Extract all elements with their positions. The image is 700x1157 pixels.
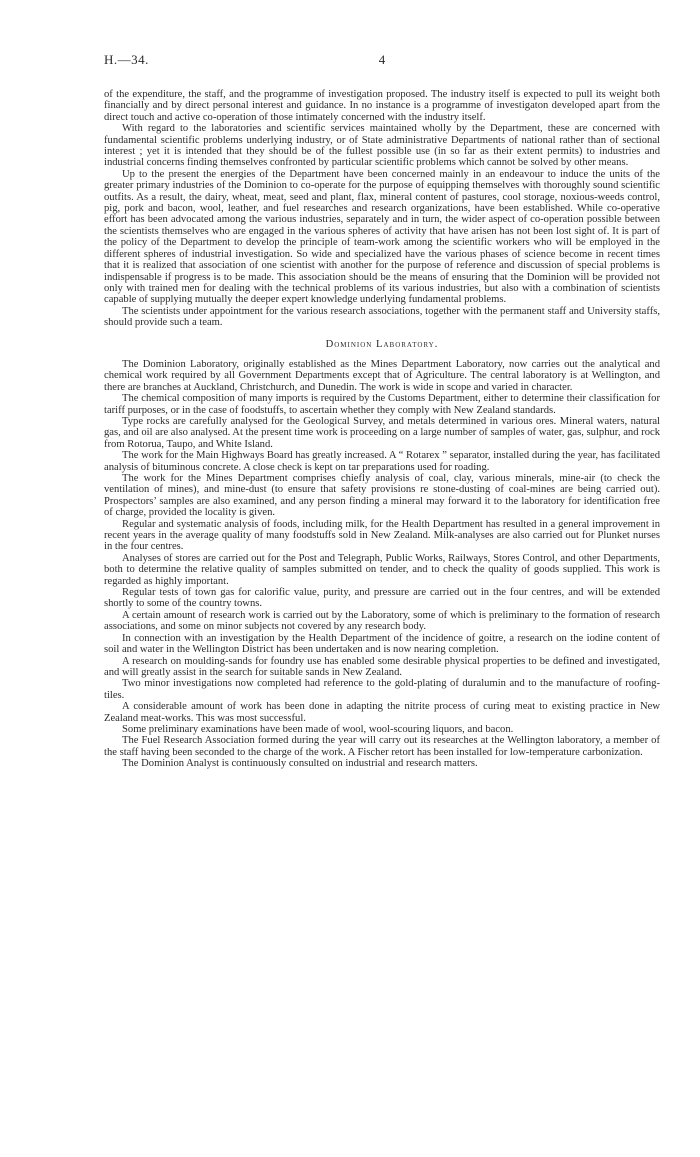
paragraph: A considerable amount of work has been done in adapting the nitrite process of curing meat to existing practice in New Zealand meat-works. This was most successful. [104,701,660,724]
paragraph: The Fuel Research Association formed during the year will carry out its researches at the Wellington laboratory, a member of the staff having been seconded to the charge of the work. A Fischer retort has been installed for low-temperature carbonization. [104,735,660,758]
paragraph: Up to the present the energies of the Department have been concerned mainly in an endeavour to induce the units of the greater primary industries of the Dominion to co-operate for the purpose of equipping themselves with thoroughly sound scientific outfits. As a result, the dairy, wheat, meat, seed and plant, flax, mineral content of pastures, cool storage, noxious-weeds control, pig, pork and bacon, wool, leather, and fuel researches and research organizations, have been established. While co-operative effort has been advocated among the various industries, separately and in turn, the wider aspect of co-operation possible between the scientists themselves who are engaged in the various spheres of activity that have arisen has not been lost sight of. It is part of the policy of the Department to develop the principle of team-work among the scientific workers who will be employed in the different spheres of industrial investigation. So wide and specialized have the various phases of science become in recent times that it is realized that association of one scientist with another for the purpose of reference and discussion of special problems is indispensable if progress is to be made. This association should be the means of ensuring that the Dominion will be provided not only with trained men for dealing with the technical problems of its various industries, but also with a combination of scientists capable of supplying mutually the deeper expert knowledge underlying fundamental problems. [104,168,660,306]
document-reference: H.—34. [104,52,149,67]
paragraph: The Dominion Laboratory, originally established as the Mines Department Laboratory, now carries out the analytical and chemical work required by all Government Departments except that of Agriculture. The central laboratory is at Wellington, and there are branches at Auckland, Christchurch, and Dunedin. The work is wide in scope and varied in character. [104,358,660,393]
page-header [104,54,660,70]
paragraph: The work for the Main Highways Board has greatly increased. A “ Rotarex ” separator, installed during the year, has facilitated analysis of bituminous concrete. A close check is kept on tar preparations used for roading. [104,450,660,473]
paragraph: Two minor investigations now completed had reference to the gold-plating of duralumin and to the manufacture of roofing-tiles. [104,678,660,701]
paragraph: Analyses of stores are carried out for the Post and Telegraph, Public Works, Railways, Stores Control, and other Departments, both to determine the relative quality of samples submitted on tender, and to check the quality of goods supplied. This work is regarded as highly important. [104,552,660,587]
paragraph: The scientists under appointment for the various research associations, together with the permanent staff and University staffs, should provide such a team. [104,305,660,329]
paragraph: The work for the Mines Department comprises chiefly analysis of coal, clay, various minerals, mine-air (to check the ventilation of mines), and mine-dust (to ensure that safety provisions re stone-dusting of coal-mines are being carried out). Prospectors’ samples are also examined, and any person finding a mineral may forward it to the laboratory for identification free of charge, provided the locality is given. [104,473,660,519]
paragraph: A certain amount of research work is carried out by the Laboratory, some of which is preliminary to the formation of research associations, and some on minor subjects not covered by any research body. [104,609,660,633]
paragraph: of the expenditure, the staff, and the programme of investigation proposed. The industry itself is expected to pull its weight both financially and by direct personal interest and guidance. In no instance is a programme of investigaton developed apart from the direct touch and active co-operation of those intimately concerned with the industry itself. [104,89,660,123]
paragraph: Some preliminary examinations have been made of wool, wool-scouring liquors, and bacon. [122,723,514,735]
page-body [104,89,660,770]
paragraph: The Dominion Analyst is continuously consulted on industrial and research matters. [122,758,478,770]
paragraph: Regular tests of town gas for calorific value, purity, and pressure are carried out in the four centres, and will be extended shortly to some of the country towns. [104,587,660,610]
paragraph: A research on moulding-sands for foundry use has enabled some desirable physical properties to be defined and investigated, and will greatly assist in the search for suitable sands in New Zealand. [104,655,660,678]
page-number: 4 [378,52,386,67]
section-heading: Dominion Laboratory. [325,338,439,350]
paragraph: In connection with an investigation by the Health Department of the incidence of goitre, a research on the iodine content of soil and water in the Wellington District has been undertaken and is now nearing completion. [104,632,660,656]
paragraph: The chemical composition of many imports is required by the Customs Department, either to determine their classification for tariff purposes, or in the case of foodstuffs, to ascertain whether they comply with New Zealand standards. [104,393,660,416]
paragraph: With regard to the laboratories and scientific services maintained wholly by the Department, these are concerned with fundamental scientific problems underlying industry, or of State administrative Departments of national rather than of sectional interest ; yet it is intended that they should be of the fullest possible use (in so far as their extent permits) to industries and industrial concerns finding themselves confronted by particular scientific problems which cannot be solved by other means. [104,123,660,169]
paragraph: Regular and systematic analysis of foods, including milk, for the Health Department has resulted in a general improvement in recent years in the average quality of many foodstuffs sold in New Zealand. Milk-analyses are also carried out for Plunket nurses in the four centres. [104,518,660,553]
paragraph: Type rocks are carefully analysed for the Geological Survey, and metals determined in various ores. Mineral waters, natural gas, and oil are also analysed. At the present time work is proceeding on a large number of samples of water, gas, sulphur, and rock from Rotorua, Taupo, and White Island. [104,415,660,450]
